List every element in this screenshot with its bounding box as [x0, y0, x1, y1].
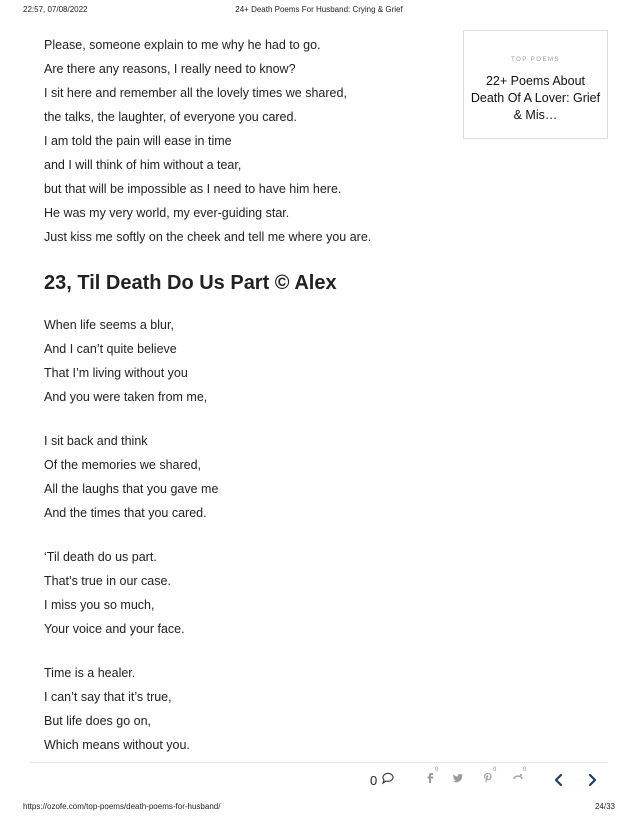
poem-line: I sit back and think — [44, 434, 148, 448]
poem-line: He was my very world, my ever-guiding star. — [44, 206, 290, 220]
poem-prev-body — [44, 33, 444, 249]
poem-line: Your voice and your face. — [44, 622, 185, 636]
pinterest-share-button[interactable] — [481, 767, 501, 791]
stanza — [44, 661, 444, 757]
print-datetime: 22:57, 07/08/2022 — [23, 5, 88, 14]
poem-title: 23, Til Death Do Us Part © Alex — [44, 272, 337, 294]
twitter-share-button[interactable] — [451, 771, 471, 791]
comment-count[interactable]: 0 — [370, 773, 378, 788]
poem-line: Please, someone explain to me why he had to go. — [44, 38, 321, 52]
poem-line: Just kiss me softly on the cheek and tell me where you are. — [44, 230, 372, 244]
poem-line: I miss you so much, — [44, 598, 155, 612]
poem-line: Are there any reasons, I really need to know? — [44, 62, 296, 76]
share-count: 0 — [435, 767, 439, 773]
poem-line: That I’m living without you — [44, 366, 188, 380]
stanza — [44, 429, 444, 525]
reddit-icon — [511, 771, 525, 785]
article-action-bar — [30, 762, 608, 797]
share-count: 0 — [493, 767, 497, 773]
poem-line: All the laughs that you gave me — [44, 482, 219, 496]
top-poems-link[interactable]: 22+ Poems About Death Of A Lover: Grief & Mis… — [470, 74, 601, 122]
share-count: 0 — [523, 767, 527, 773]
poem-line: Of the memories we shared, — [44, 458, 202, 472]
poem-line: And you were taken from me, — [44, 390, 208, 404]
poem-line: But life does go on, — [44, 714, 152, 728]
chevron-left-icon — [550, 771, 568, 789]
stanza — [44, 545, 444, 641]
poem-line: the talks, the laughter, of everyone you cared. — [44, 110, 297, 124]
poem-line: I sit here and remember all the lovely times we shared, — [44, 86, 347, 100]
previous-page-button[interactable] — [550, 771, 568, 789]
print-footer — [23, 802, 615, 814]
poem-line: That’s true in our case. — [44, 574, 171, 588]
poem-line: and I will think of him without a tear, — [44, 158, 242, 172]
poem-line: Which means without you. — [44, 738, 190, 752]
poem-line: And the times that you cared. — [44, 506, 207, 520]
top-poems-label: TOP POEMS — [511, 57, 560, 63]
poem-line: When life seems a blur, — [44, 318, 174, 332]
poem-line: And I can’t quite believe — [44, 342, 177, 356]
facebook-share-button[interactable] — [423, 767, 443, 791]
poem-line: ‘Til death do us part. — [44, 550, 157, 564]
print-url: https://ozofe.com/top-poems/death-poems-for-husband/ — [23, 802, 221, 811]
poem-23-body — [44, 313, 444, 757]
stanza — [44, 313, 444, 409]
poem-line: I can’t say that it’s true, — [44, 690, 172, 704]
facebook-icon — [423, 771, 437, 785]
chevron-right-icon — [583, 771, 601, 789]
reddit-share-button[interactable] — [511, 767, 531, 791]
comment-icon[interactable] — [382, 772, 396, 786]
twitter-icon — [451, 771, 465, 785]
pinterest-icon — [481, 771, 495, 785]
top-poems-card — [463, 30, 608, 139]
next-page-button[interactable] — [583, 771, 601, 789]
poem-line: Time is a healer. — [44, 666, 136, 680]
poem-line: but that will be impossible as I need to have him here. — [44, 182, 342, 196]
print-header — [23, 5, 615, 17]
page-indicator: 24/33 — [594, 802, 615, 811]
print-doc-title: 24+ Death Poems For Husband: Crying & Grief — [235, 5, 403, 14]
poem-line: I am told the pain will ease in time — [44, 134, 232, 148]
